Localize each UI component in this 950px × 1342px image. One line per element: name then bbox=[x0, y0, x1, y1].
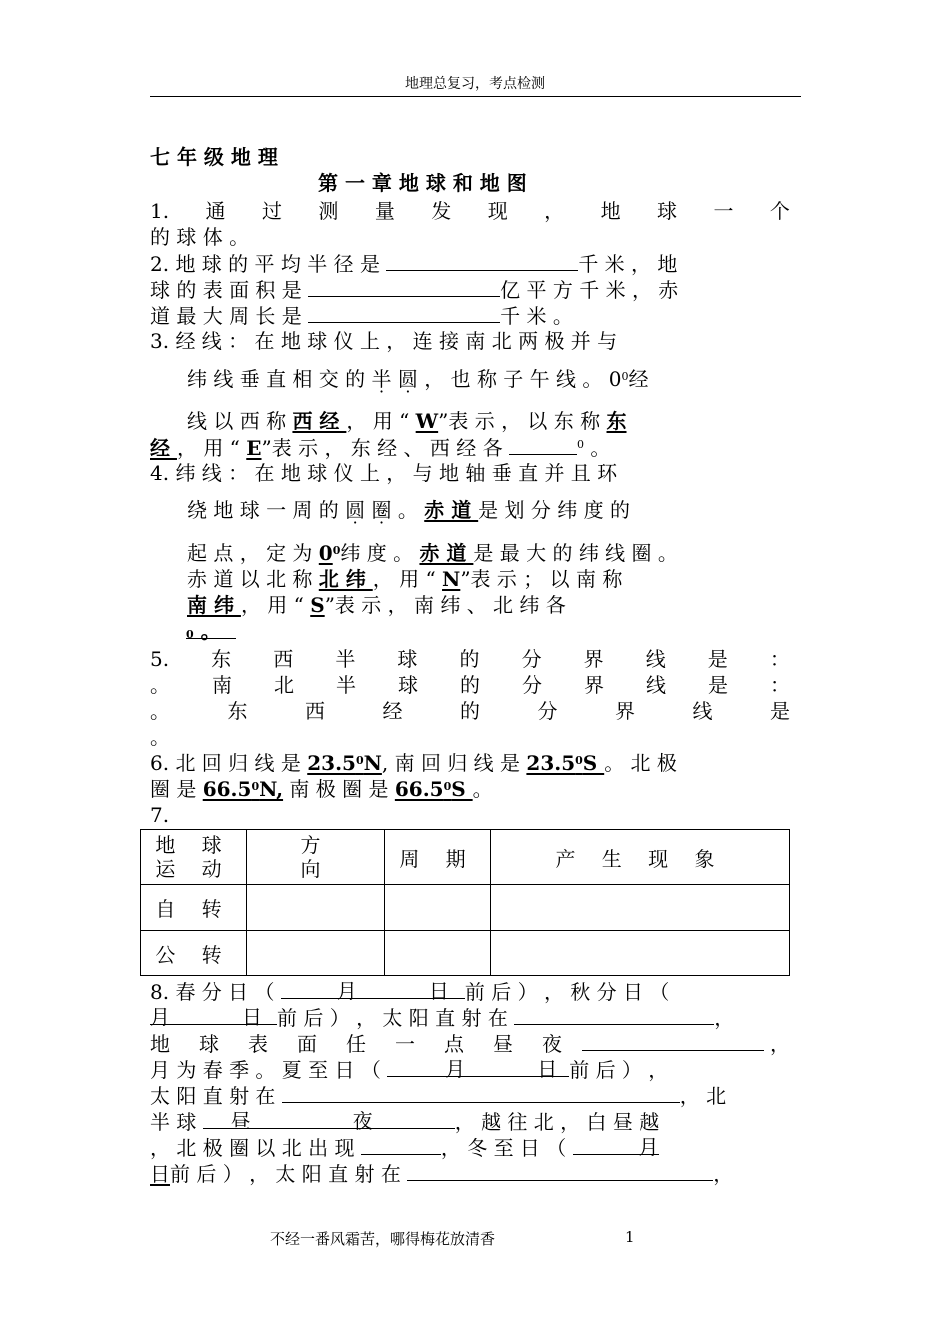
answer-south-latitude: 南 纬 bbox=[187, 593, 241, 617]
table-row: 自 转 bbox=[141, 885, 790, 931]
blank-longitude-degrees[interactable] bbox=[509, 434, 577, 455]
table-cell-blank[interactable] bbox=[385, 931, 491, 976]
q8-line3: 地 球 表 面 任 一 点 昼 夜 ， bbox=[150, 1032, 790, 1056]
blank-surface-area[interactable] bbox=[308, 276, 500, 297]
table-cell-blank[interactable] bbox=[385, 885, 491, 931]
q3-line4: 经 ， 用 “ E”表 示 ， 东 经 、 西 经 各 $^0$ 。 bbox=[150, 436, 611, 460]
header-rule bbox=[150, 96, 801, 97]
q8-line7: ， 北 极 圈 以 北 出 现 ， 冬 至 日 （ 月 bbox=[150, 1135, 659, 1160]
q1-line2: 的 球 体 。 bbox=[150, 225, 250, 249]
q4-line2: 绕 地 球 一 周 的 圆 圈 。 赤 道 是 划 分 纬 度 的 bbox=[187, 498, 630, 522]
q4-line5: 南 纬 ， 用 “ S”表 示 ， 南 纬 、 北 纬 各 bbox=[187, 593, 566, 617]
table-header: 周 期 bbox=[385, 830, 491, 885]
q6-line2: 圈 是 66.5$^0$N, 南 极 圈 是 66.5$^0$S 。 bbox=[150, 777, 493, 801]
q8-line6: 半 球 昼 夜 ， 越 往 北 ， 白 昼 越 bbox=[150, 1109, 660, 1134]
q4-line4: 赤 道 以 北 称 北 纬 ， 用 “ N”表 示 ； 以 南 称 bbox=[187, 567, 623, 591]
blank-equinox-direct[interactable] bbox=[514, 1004, 714, 1025]
earth-motion-table bbox=[140, 829, 790, 976]
q5-line3: 。 东 西 经 的 分 界 线 是 bbox=[150, 699, 790, 723]
table-cell-blank[interactable] bbox=[491, 931, 790, 976]
blank-radius[interactable] bbox=[386, 250, 578, 271]
q7-label: 7. bbox=[150, 803, 170, 827]
q8-line5: 太 阳 直 射 在 ， 北 bbox=[150, 1084, 727, 1108]
q4-line3: 起 点 ， 定 为 $0^0$纬 度 。 赤 道 是 最 大 的 纬 线 圈 。 bbox=[187, 541, 678, 565]
table-row: 公 转 bbox=[141, 931, 790, 976]
q8-line1: 8. 春 分 日 （ 月 日 前 后 ） ， 秋 分 日 （ bbox=[150, 979, 670, 1004]
blank-winter-direct[interactable] bbox=[407, 1160, 713, 1181]
page-header: 地理总复习，考点检测 bbox=[405, 76, 545, 92]
q3-line3: 线 以 西 称 西 经 ， 用 “ W”表 示 ， 以 东 称 东 bbox=[187, 409, 627, 433]
answer-east-longitude: 东 bbox=[606, 409, 627, 433]
q5-line1: 5. 东 西 半 球 的 分 界 线 是 ： bbox=[150, 647, 790, 671]
q8-line2: 月 日 前 后 ） ， 太 阳 直 射 在 ， bbox=[150, 1005, 735, 1030]
q3-line2: 纬 线 垂 直 相 交 的 半 圆 ， 也 称 子 午 线 。 $0^0$经 bbox=[187, 367, 649, 391]
blank-latitude-degrees[interactable]: 0 。 bbox=[186, 618, 236, 639]
table-cell-blank[interactable] bbox=[247, 885, 385, 931]
q8-line8: 日前 后 ） ， 太 阳 直 射 在 ， bbox=[150, 1162, 734, 1186]
blank-summer-direct[interactable] bbox=[282, 1082, 680, 1103]
blank-equator-length[interactable] bbox=[308, 302, 500, 323]
footer-motto: 不经一番风霜苦，哪得梅花放清香 bbox=[270, 1230, 496, 1248]
q2-line2: 球 的 表 面 积 是 亿 平 方 千 米 ， 赤 bbox=[150, 278, 679, 302]
table-header: 方 向 bbox=[247, 830, 385, 885]
blank-polar-phenomenon[interactable] bbox=[361, 1134, 441, 1155]
q2-line1: 2. 地 球 的 平 均 半 径 是 千 米 ， 地 bbox=[150, 252, 678, 276]
q4-line1: 4. 纬 线 ： 在 地 球 仪 上 ， 与 地 轴 垂 直 并 且 环 bbox=[150, 461, 618, 485]
q3-line1: 3. 经 线 ： 在 地 球 仪 上 ， 连 接 南 北 两 极 并 与 bbox=[150, 329, 618, 353]
blank-day-night[interactable] bbox=[582, 1030, 764, 1051]
grade-title: 七 年 级 地 理 bbox=[150, 145, 278, 169]
q2-line3: 道 最 大 周 长 是 千 米 。 bbox=[150, 304, 573, 328]
table-header: 地 球 运 动 bbox=[141, 830, 247, 885]
chapter-title: 第 一 章 地 球 和 地 图 bbox=[318, 171, 527, 195]
table-header: 产 生 现 象 bbox=[491, 830, 790, 885]
q5-line2: 。 南 北 半 球 的 分 界 线 是 ： bbox=[150, 673, 790, 697]
table-cell-blank[interactable] bbox=[247, 931, 385, 976]
q6-line1: 6. 北 回 归 线 是 23.5$^0$N, 南 回 归 线 是 23.5$^0$S 。 北 极 bbox=[150, 751, 677, 775]
answer-north-latitude: 北 纬 bbox=[318, 567, 373, 591]
table-cell-blank[interactable] bbox=[491, 885, 790, 931]
answer-west-longitude: 西 经 bbox=[292, 409, 347, 433]
q1-line1: 1. 通 过 测 量 发 现 ， 地 球 一 个 bbox=[150, 199, 790, 223]
q4-line6 bbox=[186, 618, 826, 644]
q8-line4: 月 为 春 季 。 夏 至 日 （ 月 日 前 后 ） ， bbox=[150, 1057, 669, 1082]
page-number: 1 bbox=[625, 1228, 635, 1246]
q5-line4: 。 bbox=[150, 725, 170, 749]
